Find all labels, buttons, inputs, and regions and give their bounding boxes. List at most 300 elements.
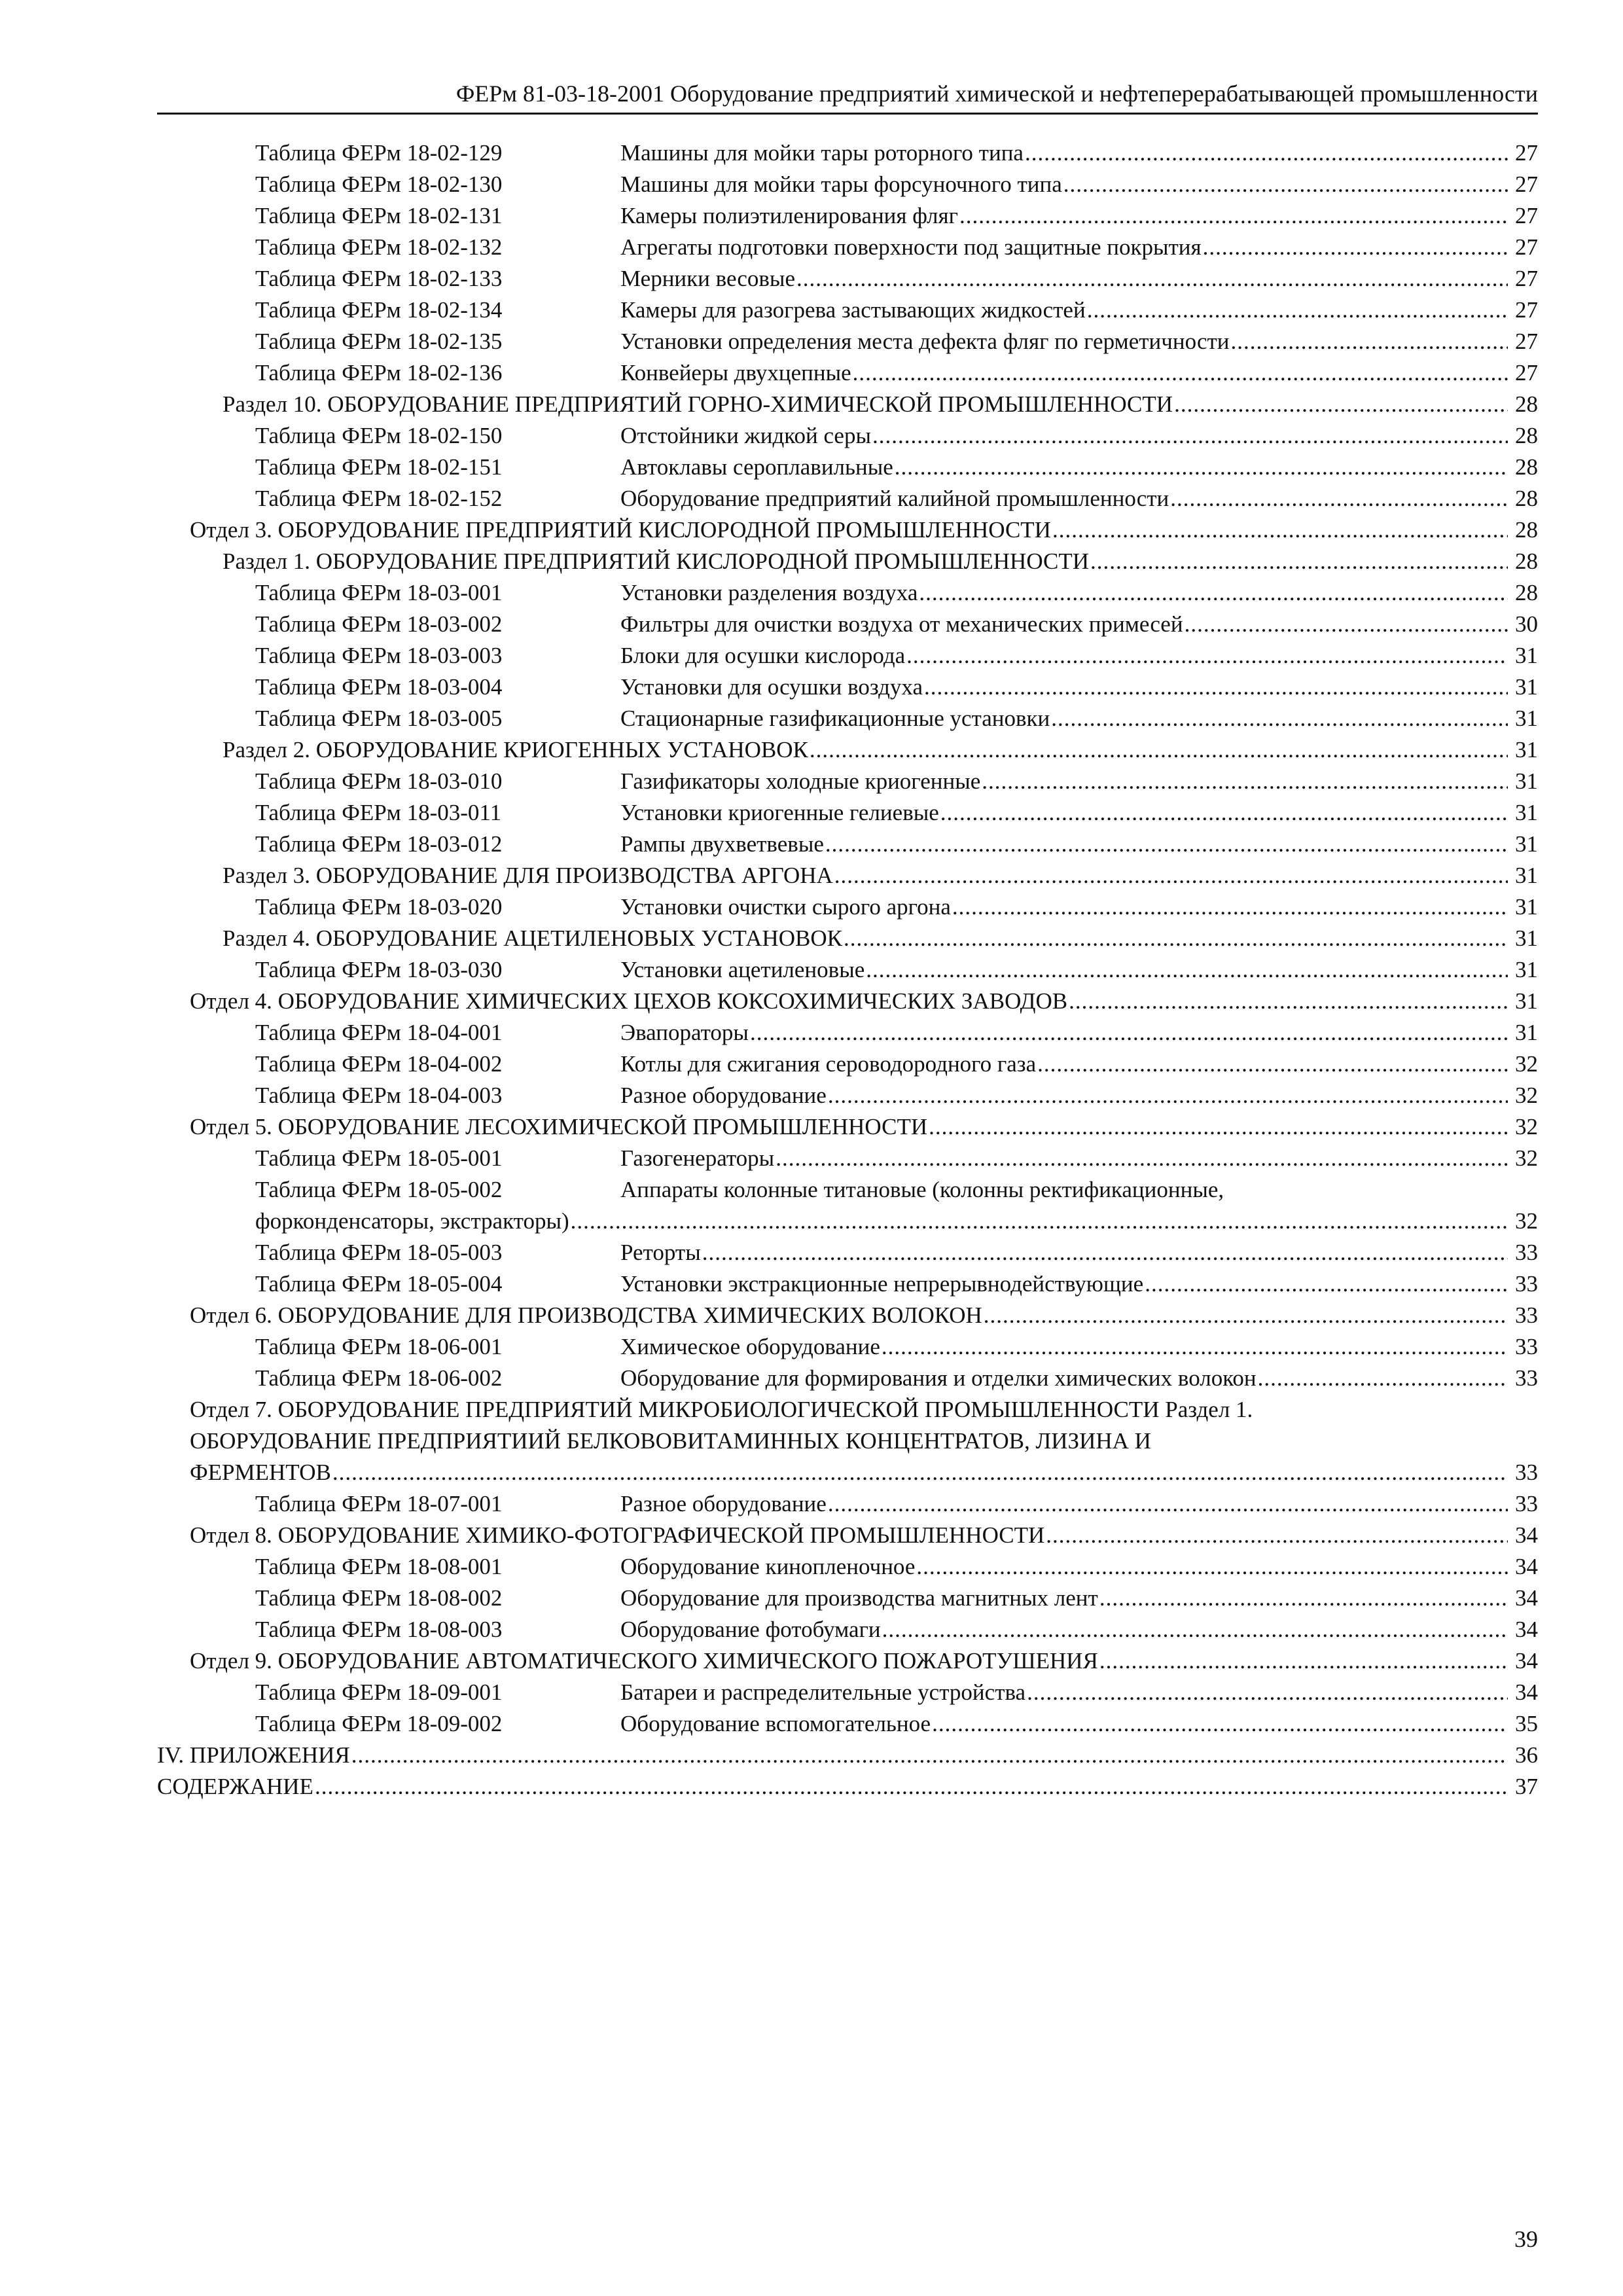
toc-dot-leader: [895, 452, 1508, 483]
toc-entry-code: Таблица ФЕРм 18-08-001: [255, 1554, 503, 1579]
toc-entry-label: [157, 1771, 313, 1803]
toc-dot-leader: [872, 420, 1508, 452]
toc-entry[interactable]: [157, 703, 1538, 734]
toc-entry-label: [255, 1268, 1143, 1300]
running-header: [157, 72, 1538, 115]
toc-entry[interactable]: [157, 640, 1538, 672]
toc-entry-line: [255, 326, 1538, 357]
toc-entry[interactable]: [157, 452, 1538, 483]
toc-entry-title: Автоклавы сероплавильные: [620, 454, 893, 480]
toc-entry-line: [255, 1049, 1538, 1080]
toc-entry-page: 31: [1515, 643, 1538, 668]
toc-entry-line: [255, 1551, 1538, 1583]
toc-entry-line: [190, 1394, 1538, 1426]
toc-dot-leader: [1025, 137, 1508, 169]
toc-dot-leader: [1099, 1645, 1508, 1677]
toc-entry-code: Таблица ФЕРм 18-02-135: [255, 329, 503, 354]
toc-dot-leader: [924, 672, 1508, 703]
toc-entry[interactable]: [157, 1111, 1538, 1143]
toc-entry-label: [223, 734, 808, 766]
toc-entry-title: ОБОРУДОВАНИЕ ПРЕДПРИЯТИИЙ БЕЛКОВОВИТАМИННЫХ КОНЦЕНТРАТОВ, ЛИЗИНА И: [190, 1428, 1151, 1454]
toc-entry[interactable]: [157, 860, 1538, 891]
toc-entry-title: Отдел 3. ОБОРУДОВАНИЕ ПРЕДПРИЯТИЙ КИСЛОРОДНОЙ ПРОМЫШЛЕННОСТИ: [190, 517, 1051, 543]
toc-entry-code: Таблица ФЕРм 18-08-003: [255, 1617, 503, 1642]
toc-entry-page: 31: [1515, 894, 1538, 920]
toc-entry-title: Установки очистки сырого аргона: [620, 894, 951, 920]
toc-entry-label: [255, 1583, 1098, 1614]
toc-entry-label: [255, 1551, 915, 1583]
toc-entry-label: [255, 1677, 1026, 1708]
toc-entry-line: [190, 1520, 1538, 1551]
toc-entry-label: [255, 232, 1202, 263]
toc-entry-line: [190, 986, 1538, 1017]
toc-entry-code: Таблица ФЕРм 18-05-004: [255, 1271, 503, 1297]
toc-entry-label: [255, 1488, 827, 1520]
toc-entry-line: [190, 1457, 1538, 1488]
toc-entry-page: 31: [1515, 706, 1538, 731]
toc-entry-title: Установки разделения воздуха: [620, 580, 918, 605]
toc-dot-leader: [571, 1206, 1508, 1237]
toc-entry[interactable]: [157, 1740, 1538, 1771]
toc-entry-page: 27: [1515, 266, 1538, 291]
toc-entry[interactable]: [157, 1017, 1538, 1049]
toc-entry-line: [255, 1488, 1538, 1520]
toc-entry-title: Батареи и распределительные устройства: [620, 1679, 1026, 1705]
toc-entry-title: Раздел 3. ОБОРУДОВАНИЕ ДЛЯ ПРОИЗВОДСТВА АРГОНА: [223, 863, 833, 888]
toc-entry-title: Блоки для осушки кислорода: [620, 643, 906, 668]
toc-entry-title: Раздел 1. ОБОРУДОВАНИЕ ПРЕДПРИЯТИЙ КИСЛОРОДНОЙ ПРОМЫШЛЕННОСТИ: [223, 548, 1090, 574]
toc-entry[interactable]: [157, 923, 1538, 954]
toc-entry-page: 27: [1515, 140, 1538, 166]
toc-entry-label: [255, 672, 923, 703]
toc-entry[interactable]: [157, 1426, 1538, 1457]
toc-entry-line: [255, 1331, 1538, 1363]
toc-entry-label: [190, 1300, 982, 1331]
toc-dot-leader: [952, 891, 1508, 923]
toc-dot-leader: [332, 1457, 1508, 1488]
toc-entry-code: Таблица ФЕРм 18-02-150: [255, 423, 503, 448]
toc-dot-leader: [1087, 295, 1508, 326]
toc-entry[interactable]: [157, 1614, 1538, 1645]
toc-dot-leader: [982, 766, 1508, 797]
toc-entry-page: 34: [1515, 1554, 1538, 1579]
toc-entry-code: Таблица ФЕРм 18-04-002: [255, 1051, 503, 1077]
toc-entry-title: Отдел 7. ОБОРУДОВАНИЕ ПРЕДПРИЯТИЙ МИКРОБИОЛОГИЧЕСКОЙ ПРОМЫШЛЕННОСТИ Раздел 1.: [190, 1397, 1253, 1422]
toc-entry[interactable]: [157, 1268, 1538, 1300]
toc-entry-label: [255, 891, 951, 923]
toc-entry-label: [190, 1457, 331, 1488]
toc-entry-label: [190, 1394, 1253, 1426]
toc-entry-line: [190, 514, 1538, 546]
toc-entry-title: IV. ПРИЛОЖЕНИЯ: [157, 1742, 350, 1768]
toc-dot-leader: [1170, 483, 1508, 514]
toc-dot-leader: [929, 1111, 1508, 1143]
toc-entry-code: Таблица ФЕРм 18-02-131: [255, 203, 503, 228]
toc-entry-label: [255, 200, 958, 232]
toc-entry-title: Стационарные газификационные установки: [620, 706, 1050, 731]
toc-entry-label: [255, 1331, 880, 1363]
toc-entry[interactable]: [157, 797, 1538, 829]
toc-entry-title: Химическое оборудование: [620, 1334, 880, 1359]
toc-entry-page: 27: [1515, 171, 1538, 197]
toc-entry[interactable]: [157, 986, 1538, 1017]
toc-entry-line: [255, 420, 1538, 452]
toc-entry-title: Мерники весовые: [620, 266, 795, 291]
toc-entry[interactable]: [157, 137, 1538, 169]
toc-entry-code: Таблица ФЕРм 18-04-001: [255, 1020, 503, 1045]
toc-dot-leader: [1090, 546, 1508, 577]
toc-entry[interactable]: [157, 1488, 1538, 1520]
toc-entry-code: Таблица ФЕРм 18-03-011: [255, 800, 502, 825]
toc-entry[interactable]: [157, 734, 1538, 766]
toc-entry-title: Оборудование фотобумаги: [620, 1617, 881, 1642]
toc-entry-code: Таблица ФЕРм 18-03-004: [255, 674, 503, 700]
toc-entry-title: Оборудование кинопленочное: [620, 1554, 916, 1579]
toc-dot-leader: [1046, 1520, 1508, 1551]
toc-entry-line: [255, 829, 1538, 860]
toc-entry-code: Таблица ФЕРм 18-05-003: [255, 1240, 503, 1265]
toc-dot-leader: [906, 640, 1508, 672]
toc-entry-code: Таблица ФЕРм 18-02-129: [255, 140, 503, 166]
toc-entry-title: СОДЕРЖАНИЕ: [157, 1774, 313, 1799]
toc-entry-line: [255, 295, 1538, 326]
toc-entry-title: ФЕРМЕНТОВ: [190, 1460, 331, 1485]
toc-entry-label: [223, 389, 1173, 420]
toc-entry-line: [255, 169, 1538, 200]
toc-entry-label: [255, 577, 918, 609]
toc-entry[interactable]: [157, 829, 1538, 860]
toc-dot-leader: [940, 797, 1508, 829]
toc-entry-code: Таблица ФЕРм 18-05-001: [255, 1145, 503, 1171]
toc-entry[interactable]: [157, 672, 1538, 703]
toc-entry-label: [255, 1049, 1036, 1080]
toc-entry-title: Камеры для разогрева застывающих жидкостей: [620, 297, 1086, 323]
toc-dot-leader: [1027, 1677, 1508, 1708]
toc-entry-line: [223, 546, 1538, 577]
toc-dot-leader: [932, 1708, 1508, 1740]
toc-entry-line: [255, 1677, 1538, 1708]
toc-entry-title: Разное оборудование: [620, 1491, 827, 1516]
toc-entry-page: 31: [1515, 831, 1538, 857]
toc-dot-leader: [315, 1771, 1508, 1803]
toc-entry-code: Таблица ФЕРм 18-02-132: [255, 234, 503, 260]
toc-dot-leader: [825, 829, 1508, 860]
toc-entry-label: [255, 703, 1050, 734]
toc-entry[interactable]: [157, 420, 1538, 452]
toc-entry-title: Раздел 2. ОБОРУДОВАНИЕ КРИОГЕННЫХ УСТАНОВОК: [223, 737, 808, 762]
toc-entry-code: Таблица ФЕРм 18-06-002: [255, 1365, 503, 1391]
toc-entry-label: [255, 954, 865, 986]
toc-entry-line: [255, 703, 1538, 734]
toc-entry[interactable]: [157, 169, 1538, 200]
toc-dot-leader: [351, 1740, 1508, 1771]
toc-entry-title: Фильтры для очистки воздуха от механических примесей: [620, 611, 1183, 637]
toc-entry[interactable]: [157, 1080, 1538, 1111]
toc-entry[interactable]: [157, 1174, 1538, 1206]
toc-entry-page: 31: [1515, 925, 1538, 951]
toc-dot-leader: [919, 577, 1508, 609]
toc-entry-page: 33: [1515, 1302, 1538, 1328]
toc-entry-title: Установки определения места дефекта фляг по герметичности: [620, 329, 1230, 354]
toc-entry-page: 32: [1515, 1145, 1538, 1171]
toc-entry-line: [255, 640, 1538, 672]
toc-entry-label: [223, 860, 833, 891]
toc-entry-line: [255, 200, 1538, 232]
toc-entry-line: [255, 357, 1538, 389]
toc-entry-page: 27: [1515, 297, 1538, 323]
toc-entry-line: [255, 766, 1538, 797]
toc-dot-leader: [1231, 326, 1508, 357]
toc-entry-code: Таблица ФЕРм 18-02-151: [255, 454, 503, 480]
toc-entry-title: Раздел 4. ОБОРУДОВАНИЕ АЦЕТИЛЕНОВЫХ УСТАНОВОК: [223, 925, 842, 951]
toc-entry-line: [190, 1426, 1538, 1457]
toc-entry-code: Таблица ФЕРм 18-03-001: [255, 580, 503, 605]
toc-entry-page: 27: [1515, 234, 1538, 260]
toc-entry-code: Таблица ФЕРм 18-06-001: [255, 1334, 503, 1359]
toc-entry-title: Оборудование предприятий калийной промышленности: [620, 486, 1169, 511]
toc-dot-leader: [1174, 389, 1508, 420]
toc-dot-leader: [702, 1237, 1508, 1268]
toc-entry-page: 36: [1515, 1742, 1538, 1768]
toc-entry-title: Рампы двухветвевые: [620, 831, 824, 857]
toc-entry-title: Отдел 4. ОБОРУДОВАНИЕ ХИМИЧЕСКИХ ЦЕХОВ КОКСОХИМИЧЕСКИХ ЗАВОДОВ: [190, 988, 1068, 1014]
toc-entry-page: 27: [1515, 329, 1538, 354]
toc-dot-leader: [1037, 1049, 1508, 1080]
toc-entry-page: 32: [1515, 1114, 1538, 1139]
toc-entry[interactable]: [157, 1771, 1538, 1803]
toc-dot-leader: [1063, 169, 1508, 200]
toc-entry-page: 33: [1515, 1334, 1538, 1359]
toc-dot-leader: [796, 263, 1508, 295]
toc-entry-title: Установки криогенные гелиевые: [620, 800, 939, 825]
toc-entry-line: [157, 1740, 1538, 1771]
toc-dot-leader: [810, 734, 1508, 766]
toc-dot-leader: [853, 357, 1508, 389]
toc-entry[interactable]: [157, 357, 1538, 389]
toc-entry-line: [255, 232, 1538, 263]
toc-entry-line: [255, 1143, 1538, 1174]
toc-entry-code: Таблица ФЕРм 18-03-002: [255, 611, 503, 637]
toc-entry-code: Таблица ФЕРм 18-02-130: [255, 171, 503, 197]
toc-entry-label: [255, 169, 1062, 200]
toc-entry-line: [255, 609, 1538, 640]
toc-entry-page: 32: [1515, 1051, 1538, 1077]
toc-entry-title: Котлы для сжигания сероводородного газа: [620, 1051, 1037, 1077]
toc-entry-line: [255, 1017, 1538, 1049]
toc-entry-label: [255, 357, 851, 389]
toc-entry-code: Таблица ФЕРм 18-04-003: [255, 1083, 503, 1108]
toc-entry[interactable]: [157, 389, 1538, 420]
toc-entry[interactable]: [157, 766, 1538, 797]
toc-entry[interactable]: [157, 232, 1538, 263]
toc-entry-line: [255, 577, 1538, 609]
toc-entry-label: [255, 1708, 931, 1740]
toc-dot-leader: [882, 1331, 1508, 1363]
toc-entry-line: [255, 1206, 1538, 1237]
toc-entry-code: Таблица ФЕРм 18-05-002: [255, 1177, 503, 1202]
toc-entry-label: [223, 546, 1089, 577]
toc-entry-label: [190, 514, 1051, 546]
toc-entry-title: Установки ацетиленовые: [620, 957, 865, 982]
toc-entry-line: [255, 1363, 1538, 1394]
toc-entry-title: Отдел 8. ОБОРУДОВАНИЕ ХИМИКО-ФОТОГРАФИЧЕСКОЙ ПРОМЫШЛЕННОСТИ: [190, 1522, 1045, 1548]
toc-dot-leader: [866, 954, 1508, 986]
toc-entry-title: Газогенераторы: [620, 1145, 775, 1171]
toc-entry-page: 30: [1515, 611, 1538, 637]
toc-entry-label: [255, 1614, 881, 1645]
toc-dot-leader: [1185, 609, 1508, 640]
toc-entry[interactable]: [157, 891, 1538, 923]
toc-entry-code: Таблица ФЕРм 18-09-002: [255, 1711, 503, 1736]
toc-entry-title: Агрегаты подготовки поверхности под защитные покрытия: [620, 234, 1202, 260]
toc-entry[interactable]: [157, 1394, 1538, 1426]
toc-entry-label: [255, 829, 824, 860]
toc-entry-title: Отдел 6. ОБОРУДОВАНИЕ ДЛЯ ПРОИЗВОДСТВА ХИМИЧЕСКИХ ВОЛОКОН: [190, 1302, 982, 1328]
toc-dot-leader: [750, 1017, 1508, 1049]
toc-entry-title: Разное оборудование: [620, 1083, 827, 1108]
toc-entry-title: Установки экстракционные непрерывнодействующие: [620, 1271, 1144, 1297]
toc-entry[interactable]: [157, 1457, 1538, 1488]
toc-entry-line: [255, 797, 1538, 829]
toc-dot-leader: [834, 860, 1508, 891]
toc-entry-line: [255, 672, 1538, 703]
toc-entry-title: Реторты: [620, 1240, 701, 1265]
toc-dot-leader: [882, 1614, 1508, 1645]
toc-entry-page: 31: [1515, 957, 1538, 982]
toc-entry-title: Конвейеры двухцепные: [620, 360, 851, 386]
toc-entry-page: 33: [1515, 1491, 1538, 1516]
toc-entry[interactable]: [157, 1049, 1538, 1080]
toc-entry-title: Отдел 9. ОБОРУДОВАНИЕ АВТОМАТИЧЕСКОГО ХИМИЧЕСКОГО ПОЖАРОТУШЕНИЯ: [190, 1648, 1098, 1674]
toc-entry-page: 31: [1515, 674, 1538, 700]
toc-entry-title: Оборудование для формирования и отделки химических волокон: [620, 1365, 1257, 1391]
toc-entry-page: 37: [1515, 1774, 1538, 1799]
toc-entry-page: 34: [1515, 1679, 1538, 1705]
toc-entry-page: 28: [1515, 486, 1538, 511]
toc-dot-leader: [844, 923, 1508, 954]
toc-entry[interactable]: [157, 1677, 1538, 1708]
toc-entry-line: [223, 389, 1538, 420]
toc-entry-label: [255, 295, 1086, 326]
toc-entry[interactable]: [157, 1645, 1538, 1677]
toc-entry[interactable]: [157, 1583, 1538, 1614]
toc-dot-leader: [828, 1488, 1508, 1520]
toc-entry-line: [223, 923, 1538, 954]
toc-entry[interactable]: [157, 1206, 1538, 1237]
toc-entry-line: [190, 1645, 1538, 1677]
toc-entry-label: [255, 452, 893, 483]
toc-entry-code: Таблица ФЕРм 18-08-002: [255, 1585, 503, 1611]
toc-entry-page: 28: [1515, 548, 1538, 574]
toc-entry[interactable]: [157, 483, 1538, 514]
toc-entry-line: [223, 734, 1538, 766]
toc-entry-line: [255, 1080, 1538, 1111]
toc-dot-leader: [1052, 514, 1508, 546]
toc-entry-code: Таблица ФЕРм 18-03-030: [255, 957, 503, 982]
toc-entry-line: [190, 1300, 1538, 1331]
toc-entry[interactable]: [157, 1143, 1538, 1174]
toc-entry[interactable]: [157, 546, 1538, 577]
toc-entry[interactable]: [157, 295, 1538, 326]
toc-entry-label: [255, 483, 1169, 514]
toc-dot-leader: [1258, 1363, 1508, 1394]
toc-dot-leader: [1203, 232, 1508, 263]
toc-entry-line: [255, 891, 1538, 923]
toc-entry-label: [255, 1206, 569, 1237]
toc-entry[interactable]: [157, 263, 1538, 295]
toc-entry-label: [255, 797, 939, 829]
toc-entry-code: Таблица ФЕРм 18-02-133: [255, 266, 503, 291]
toc-entry[interactable]: [157, 609, 1538, 640]
toc-entry-line: [190, 1111, 1538, 1143]
toc-dot-leader: [1069, 986, 1508, 1017]
toc-entry-label: [157, 1740, 350, 1771]
toc-entry-page: 28: [1515, 517, 1538, 543]
toc-entry[interactable]: [157, 577, 1538, 609]
toc-entry-label: [190, 1520, 1044, 1551]
toc-entry-line: [255, 137, 1538, 169]
toc-dot-leader: [1051, 703, 1508, 734]
toc-entry-page: 31: [1515, 1020, 1538, 1045]
toc-entry[interactable]: [157, 514, 1538, 546]
toc-entry-page: 28: [1515, 391, 1538, 417]
toc-entry[interactable]: [157, 1331, 1538, 1363]
toc-entry[interactable]: [157, 1237, 1538, 1268]
toc-entry[interactable]: [157, 200, 1538, 232]
toc-entry-title: форконденсаторы, экстракторы): [255, 1208, 569, 1234]
toc-entry-title: Машины для мойки тары роторного типа: [620, 140, 1024, 166]
toc-entry[interactable]: [157, 1708, 1538, 1740]
toc-entry[interactable]: [157, 1363, 1538, 1394]
toc-entry-title: Отдел 5. ОБОРУДОВАНИЕ ЛЕСОХИМИЧЕСКОЙ ПРОМЫШЛЕННОСТИ: [190, 1114, 928, 1139]
toc-entry-label: [255, 766, 980, 797]
toc-entry-page: 31: [1515, 768, 1538, 794]
toc-entry-page: 28: [1515, 454, 1538, 480]
toc-entry-label: [255, 1363, 1257, 1394]
toc-entry-page: 31: [1515, 988, 1538, 1014]
toc-dot-leader: [828, 1080, 1508, 1111]
toc-entry[interactable]: [157, 1551, 1538, 1583]
toc-entry-label: [190, 1645, 1098, 1677]
toc-entry-line: [255, 263, 1538, 295]
toc-entry-label: [255, 420, 871, 452]
toc-entry[interactable]: [157, 326, 1538, 357]
toc-entry-label: [255, 1143, 774, 1174]
toc-entry[interactable]: [157, 1300, 1538, 1331]
toc-entry[interactable]: [157, 954, 1538, 986]
running-header-text: ФЕРм 81-03-18-2001 Оборудование предприятий химической и нефтеперерабатывающей промышленности: [455, 81, 1538, 107]
toc-entry-code: Таблица ФЕРм 18-03-005: [255, 706, 503, 731]
toc-entry-code: Таблица ФЕРм 18-02-136: [255, 360, 503, 386]
toc-entry-title: Раздел 10. ОБОРУДОВАНИЕ ПРЕДПРИЯТИЙ ГОРНО-ХИМИЧЕСКОЙ ПРОМЫШЛЕННОСТИ: [223, 391, 1173, 417]
toc-entry-page: 32: [1515, 1208, 1538, 1234]
toc-entry-title: Оборудование для производства магнитных лент: [620, 1585, 1098, 1611]
toc-entry-line: [255, 1268, 1538, 1300]
toc-entry-label: [255, 326, 1230, 357]
toc-dot-leader: [984, 1300, 1508, 1331]
toc-entry-title: Установки для осушки воздуха: [620, 674, 923, 700]
toc-entry-label: [190, 1111, 927, 1143]
toc-entry-page: 32: [1515, 1083, 1538, 1108]
toc-entry-line: [255, 1614, 1538, 1645]
toc-entry-code: Таблица ФЕРм 18-03-020: [255, 894, 503, 920]
toc-entry-page: 31: [1515, 863, 1538, 888]
toc-entry-label: [190, 1426, 1151, 1457]
toc-dot-leader: [916, 1551, 1508, 1583]
toc-entry-page: 27: [1515, 203, 1538, 228]
toc-entry[interactable]: [157, 1520, 1538, 1551]
toc-entry-page: 33: [1515, 1271, 1538, 1297]
